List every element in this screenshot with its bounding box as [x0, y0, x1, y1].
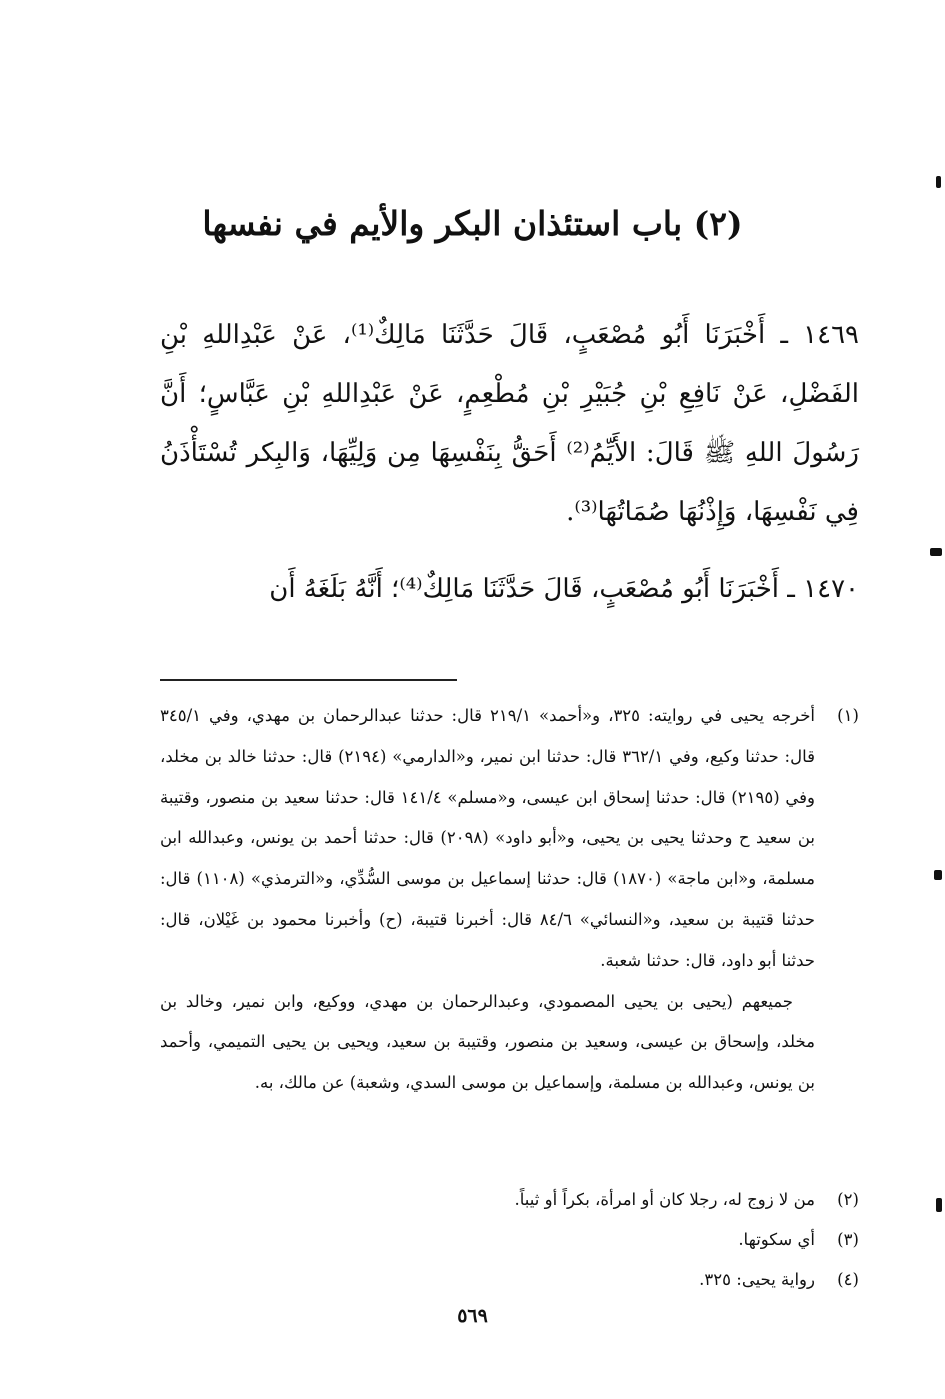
scan-edge-mark — [936, 176, 941, 188]
footnote-3 — [160, 1220, 865, 1261]
footnote-separator — [160, 679, 457, 681]
hadith-1470: ١٤٧٠ ـ أَخْبَرَنَا أَبُو مُصْعَبٍ، قَالَ حَدَّثَنَا مَالِكٌ⁽⁴⁾؛ أَنَّهُ بَلَغَهُ أَن — [269, 574, 859, 604]
footnote-number: (١) — [837, 706, 859, 725]
footnote-text: رواية يحيى: ٣٢٥. — [699, 1270, 815, 1289]
footnote-text: أخرجه يحيى في روايته: ٣٢٥، و«أحمد» ٢١٩/١ قال: حدثنا عبدالرحمان بن مهدي، وفي ٣٤٥/١ قال: حدثنا وكيع، وفي ٣٦٢/١ قال: حدثنا ابن نمير، و«الدارمي» (٢١٩٤) قال: حدثنا خالد بن مخلد، وفي (٢١٩٥) قال: حدثنا إسحاق ابن عيسى، و«مسلم» ١٤١/٤ قال: حدثنا سعيد بن منصور، وقتيبة بن سعيد ح وحدثنا يحيى بن يحيى، و«أبو داود» (٢٠٩٨) قال: حدثنا أحمد بن يونس، وعبدالله ابن مسلمة، و«ابن ماجة» (١٨٧٠) قال: حدثنا إسماعيل بن موسى السُّدِّي، و«الترمذي» (١١٠٨) قال: حدثنا قتيبة بن سعيد، و«النسائي» ٨٤/٦ قال: أخبرنا قتيبة، (ح) وأخبرنا محمود بن غَيْلان، قال: حدثنا أبو داود، قال: حدثنا شعبة. — [160, 706, 816, 970]
footnote-number: (٢) — [837, 1190, 859, 1209]
footnote-4 — [160, 1260, 865, 1301]
footnote-text: أي سكوتها. — [738, 1230, 815, 1249]
scan-edge-mark — [930, 548, 942, 556]
hadith-1469: ١٤٦٩ ـ أَخْبَرَنَا أَبُو مُصْعَبٍ، قَالَ حَدَّثَنَا مَالِكٌ⁽¹⁾، عَنْ عَبْدِاللهِ بْنِ الفَضْلِ، عَنْ نَافِعِ بْنِ جُبَيْرِ بْنِ مُطْعِمٍ، عَنْ عَبْدِاللهِ بْنِ عَبَّاسٍ؛ أَنَّ رَسُولَ اللهِ ﷺ قَالَ: الأَيِّمُ⁽²⁾ أَحَقُّ بِنَفْسِهَا مِن وَلِيِّهَا، وَالبِكر تُسْتَأْذَنُ فِي نَفْسِهَا، وَإِذْنُهَا صُمَاتُهَا⁽³⁾. — [160, 320, 859, 527]
scan-edge-mark — [936, 1198, 942, 1212]
chapter-title: (٢) باب استئذان البكر والأيم في نفسها — [202, 204, 743, 243]
footnote-text-continued: جميعهم (يحيى بن يحيى المصمودي، وعبدالرحمان بن مهدي، ووكيع، وابن نمير، وخالد بن مخلد، وإسحاق بن عيسى، وسعيد بن منصور، وقتيبة بن سعيد، ويحيى بن يحيى التميمي، وأحمد بن يونس، وعبدالله بن مسلمة، وإسماعيل بن موسى السدي، وشعبة) عن مالك، به. — [160, 991, 815, 1093]
scan-edge-mark — [934, 870, 942, 880]
footnote-1 — [160, 696, 865, 1104]
page-number: ٥٦٩ — [457, 1305, 488, 1327]
footnote-text: من لا زوج له، رجلا كان أو امرأة، بكراً أو ثيباً. — [514, 1190, 815, 1209]
footnote-number: (٤) — [837, 1270, 859, 1289]
footnote-number: (٣) — [837, 1230, 859, 1249]
footnote-2 — [160, 1180, 865, 1221]
